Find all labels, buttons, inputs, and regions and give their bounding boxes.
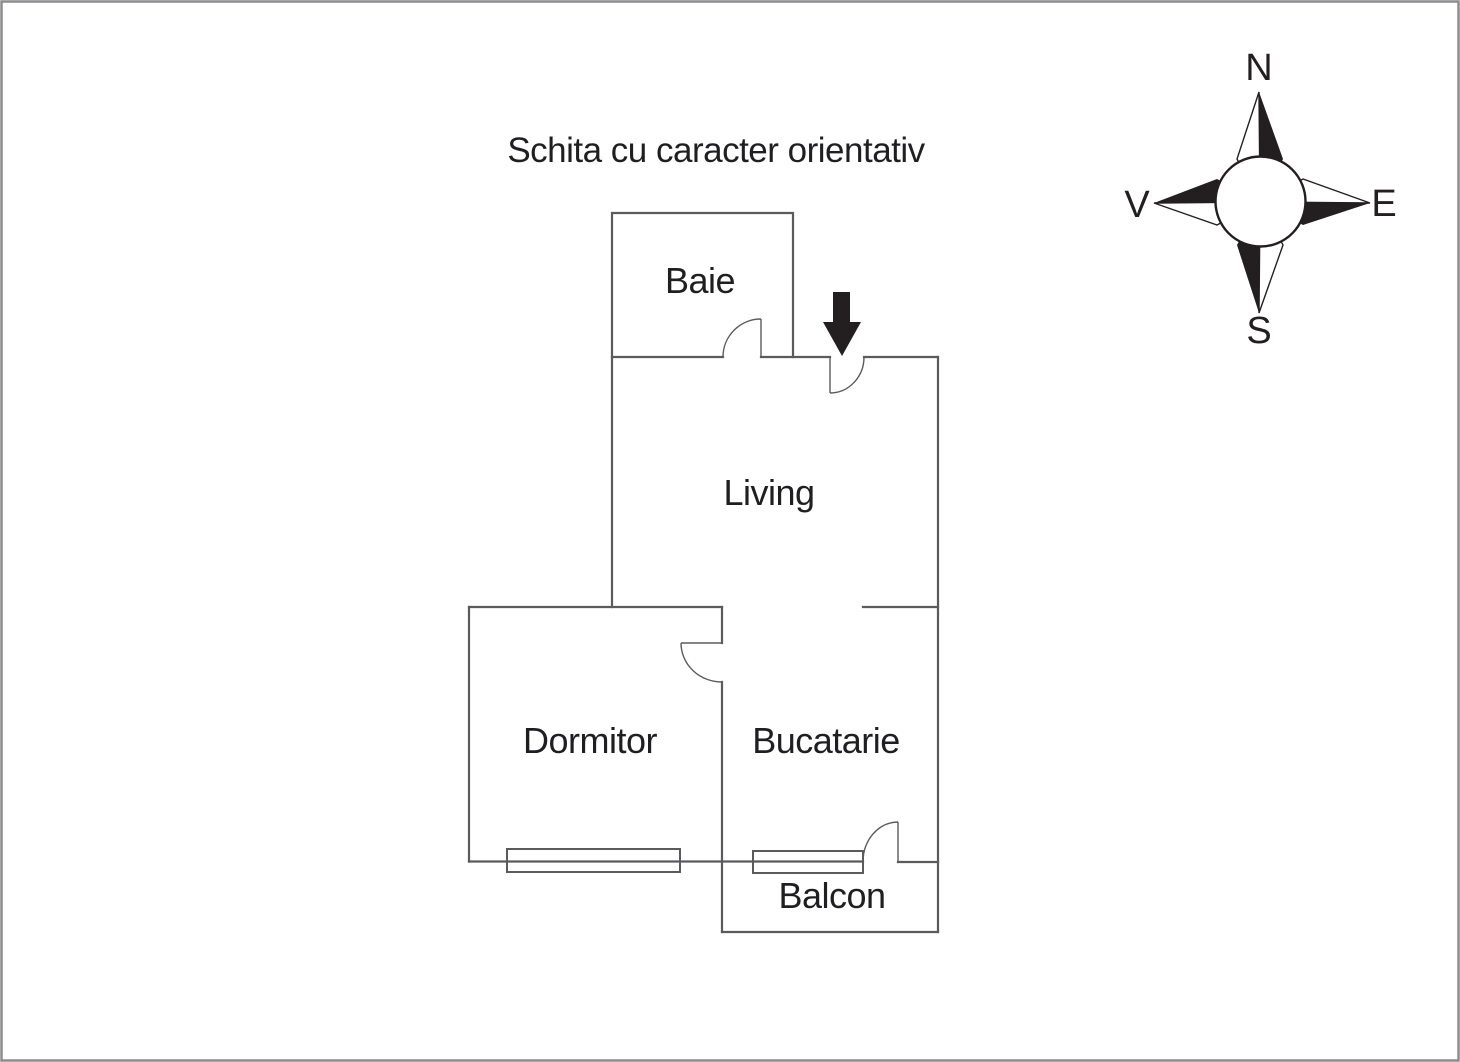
baie-label: Baie — [664, 260, 736, 301]
compass-east-label: E — [1371, 183, 1397, 225]
dormitor-door-swing-arc — [681, 643, 722, 682]
entrance-door-swing-arc — [830, 357, 864, 393]
dormitor-label: Dormitor — [522, 720, 658, 761]
baie-door-swing-arc — [723, 319, 761, 357]
sketch-title: Schita cu caracter orientativ — [507, 131, 925, 170]
room-labels — [523, 260, 900, 916]
compass-rose — [1124, 47, 1396, 352]
compass-west-label: V — [1124, 184, 1150, 226]
living-label: Living — [723, 472, 815, 513]
walls — [469, 213, 938, 932]
balcon-label: Balcon — [778, 875, 886, 916]
compass-center-circle — [1216, 157, 1306, 247]
compass-south-label: S — [1246, 310, 1272, 352]
entrance-arrow-icon — [823, 292, 861, 356]
doors — [681, 319, 898, 862]
bucatarie-label: Bucatarie — [752, 720, 900, 761]
compass-north-label: N — [1245, 47, 1273, 89]
balcon-door-swing-arc — [863, 822, 898, 862]
